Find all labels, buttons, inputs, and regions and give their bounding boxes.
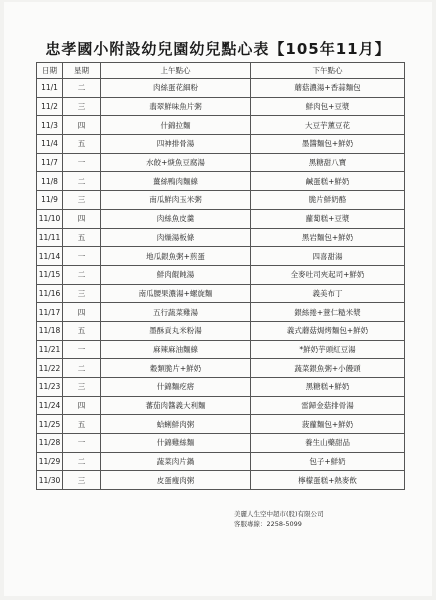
cell-day: 二 — [63, 79, 101, 98]
header-day: 星期 — [63, 63, 101, 79]
cell-morning-snack: 四神排骨湯 — [101, 135, 251, 154]
cell-day: 三 — [63, 284, 101, 303]
cell-day: 一 — [63, 340, 101, 359]
cell-morning-snack: 皮蛋瘦肉粥 — [101, 471, 251, 490]
cell-afternoon-snack: 銀絲捲+薏仁糙米漿 — [251, 303, 405, 322]
cell-afternoon-snack: 大豆芋薰豆花 — [251, 116, 405, 135]
table-row — [37, 97, 405, 116]
table-row — [37, 209, 405, 228]
table-row — [37, 228, 405, 247]
table-row — [37, 340, 405, 359]
footer — [234, 509, 324, 529]
cell-morning-snack: 地瓜銀魚粥+煎蛋 — [101, 247, 251, 266]
table-row — [37, 303, 405, 322]
cell-morning-snack: 薑絲鴨肉麵線 — [101, 172, 251, 191]
cell-day: 二 — [63, 265, 101, 284]
cell-day: 四 — [63, 303, 101, 322]
cell-morning-snack: 肉絲蛋花細粉 — [101, 79, 251, 98]
cell-afternoon-snack: 義美布丁 — [251, 284, 405, 303]
cell-afternoon-snack: *鮮奶芋頭紅豆湯 — [251, 340, 405, 359]
table-row — [37, 284, 405, 303]
cell-afternoon-snack: 墨醬麵包+鮮奶 — [251, 135, 405, 154]
cell-date: 11/17 — [37, 303, 63, 322]
cell-morning-snack: 水餃+焿魚豆腐湯 — [101, 153, 251, 172]
cell-day: 四 — [63, 209, 101, 228]
cell-morning-snack: 什錦雞絲麵 — [101, 434, 251, 453]
cell-date: 11/11 — [37, 228, 63, 247]
table-row — [37, 359, 405, 378]
cell-day: 二 — [63, 172, 101, 191]
cell-afternoon-snack: 菠蘿麵包+鮮奶 — [251, 415, 405, 434]
cell-day: 五 — [63, 415, 101, 434]
cell-date: 11/24 — [37, 396, 63, 415]
cell-day: 四 — [63, 116, 101, 135]
cell-day: 四 — [63, 396, 101, 415]
cell-date: 11/23 — [37, 378, 63, 397]
cell-afternoon-snack: 全麥吐司夾起司+鮮奶 — [251, 265, 405, 284]
table-row — [37, 434, 405, 453]
header-afternoon-snack: 下午點心 — [251, 63, 405, 79]
cell-morning-snack: 翡翠鮮味魚片粥 — [101, 97, 251, 116]
cell-morning-snack: 鮮肉餛飩湯 — [101, 265, 251, 284]
cell-date: 11/18 — [37, 321, 63, 340]
cell-morning-snack: 蔬菜肉片鍋 — [101, 452, 251, 471]
cell-date: 11/4 — [37, 135, 63, 154]
cell-date: 11/1 — [37, 79, 63, 98]
cell-date: 11/7 — [37, 153, 63, 172]
table-header-row — [37, 63, 405, 79]
table-row — [37, 378, 405, 397]
table-row — [37, 452, 405, 471]
cell-day: 一 — [63, 153, 101, 172]
cell-day: 三 — [63, 191, 101, 210]
cell-morning-snack: 蕃茄肉醬義大利麵 — [101, 396, 251, 415]
cell-morning-snack: 五行蔬菜雞湯 — [101, 303, 251, 322]
cell-date: 11/15 — [37, 265, 63, 284]
cell-morning-snack: 什錦拉麵 — [101, 116, 251, 135]
cell-day: 一 — [63, 434, 101, 453]
cell-afternoon-snack: 雷歸金菇排骨湯 — [251, 396, 405, 415]
cell-morning-snack: 南瓜腰果濃湯+螺旋麵 — [101, 284, 251, 303]
cell-morning-snack: 麻辣麻油麵線 — [101, 340, 251, 359]
header-morning-snack: 上午點心 — [101, 63, 251, 79]
table-row — [37, 471, 405, 490]
cell-day: 一 — [63, 247, 101, 266]
footer-phone: 客服專線：2258-5099 — [234, 520, 302, 528]
table-row — [37, 135, 405, 154]
cell-date: 11/25 — [37, 415, 63, 434]
cell-date: 11/10 — [37, 209, 63, 228]
table-row — [37, 172, 405, 191]
cell-day: 三 — [63, 471, 101, 490]
header-date: 日期 — [37, 63, 63, 79]
cell-morning-snack: 肉燥湯板條 — [101, 228, 251, 247]
snack-menu-table — [36, 62, 405, 490]
cell-day: 三 — [63, 97, 101, 116]
page-title: 忠孝國小附設幼兒園幼兒點心表【105年11月】 — [45, 40, 391, 58]
cell-date: 11/9 — [37, 191, 63, 210]
table-row — [37, 191, 405, 210]
document-page — [4, 2, 432, 596]
cell-date: 11/22 — [37, 359, 63, 378]
cell-day: 三 — [63, 378, 101, 397]
table-row — [37, 415, 405, 434]
cell-afternoon-snack: 檸檬蛋糕+熱麥飲 — [251, 471, 405, 490]
cell-morning-snack: 穀類脆片+鮮奶 — [101, 359, 251, 378]
cell-day: 五 — [63, 135, 101, 154]
cell-morning-snack: 肉絲魚皮羹 — [101, 209, 251, 228]
cell-date: 11/3 — [37, 116, 63, 135]
cell-date: 11/14 — [37, 247, 63, 266]
cell-afternoon-snack: 黑岩麵包+鮮奶 — [251, 228, 405, 247]
cell-date: 11/21 — [37, 340, 63, 359]
cell-afternoon-snack: 鹹蛋糕+鮮奶 — [251, 172, 405, 191]
cell-date: 11/16 — [37, 284, 63, 303]
table-row — [37, 79, 405, 98]
cell-date: 11/30 — [37, 471, 63, 490]
cell-afternoon-snack: 包子+鮮奶 — [251, 452, 405, 471]
cell-afternoon-snack: 黑糖甜八寶 — [251, 153, 405, 172]
cell-afternoon-snack: 四喜甜湯 — [251, 247, 405, 266]
footer-company: 美麗人生空中超市(股)有限公司 — [234, 510, 324, 518]
table-row — [37, 265, 405, 284]
cell-afternoon-snack: 鮮肉包+豆漿 — [251, 97, 405, 116]
cell-morning-snack: 什錦麵疙瘩 — [101, 378, 251, 397]
cell-morning-snack: 墨酥貢丸米粉湯 — [101, 321, 251, 340]
table-row — [37, 247, 405, 266]
cell-afternoon-snack: 養生山藥甜品 — [251, 434, 405, 453]
cell-afternoon-snack: 蔬菜銀魚粥+小饅頭 — [251, 359, 405, 378]
cell-morning-snack: 蛤蜊鮮肉粥 — [101, 415, 251, 434]
cell-day: 二 — [63, 452, 101, 471]
table-body — [37, 79, 405, 490]
cell-day: 五 — [63, 228, 101, 247]
cell-date: 11/8 — [37, 172, 63, 191]
table-row — [37, 396, 405, 415]
cell-afternoon-snack: 脆片鮮奶酪 — [251, 191, 405, 210]
table-row — [37, 321, 405, 340]
cell-date: 11/28 — [37, 434, 63, 453]
cell-date: 11/2 — [37, 97, 63, 116]
cell-day: 二 — [63, 359, 101, 378]
table-row — [37, 116, 405, 135]
cell-morning-snack: 南瓜鮮肉玉米粥 — [101, 191, 251, 210]
cell-afternoon-snack: 蘿蔔糕+豆漿 — [251, 209, 405, 228]
cell-afternoon-snack: 黑糖糕+鮮奶 — [251, 378, 405, 397]
cell-afternoon-snack: 義式蘑菇焗烤麵包+鮮奶 — [251, 321, 405, 340]
cell-afternoon-snack: 蘑菇濃湯+香蒜麵包 — [251, 79, 405, 98]
cell-date: 11/29 — [37, 452, 63, 471]
cell-day: 五 — [63, 321, 101, 340]
table-row — [37, 153, 405, 172]
